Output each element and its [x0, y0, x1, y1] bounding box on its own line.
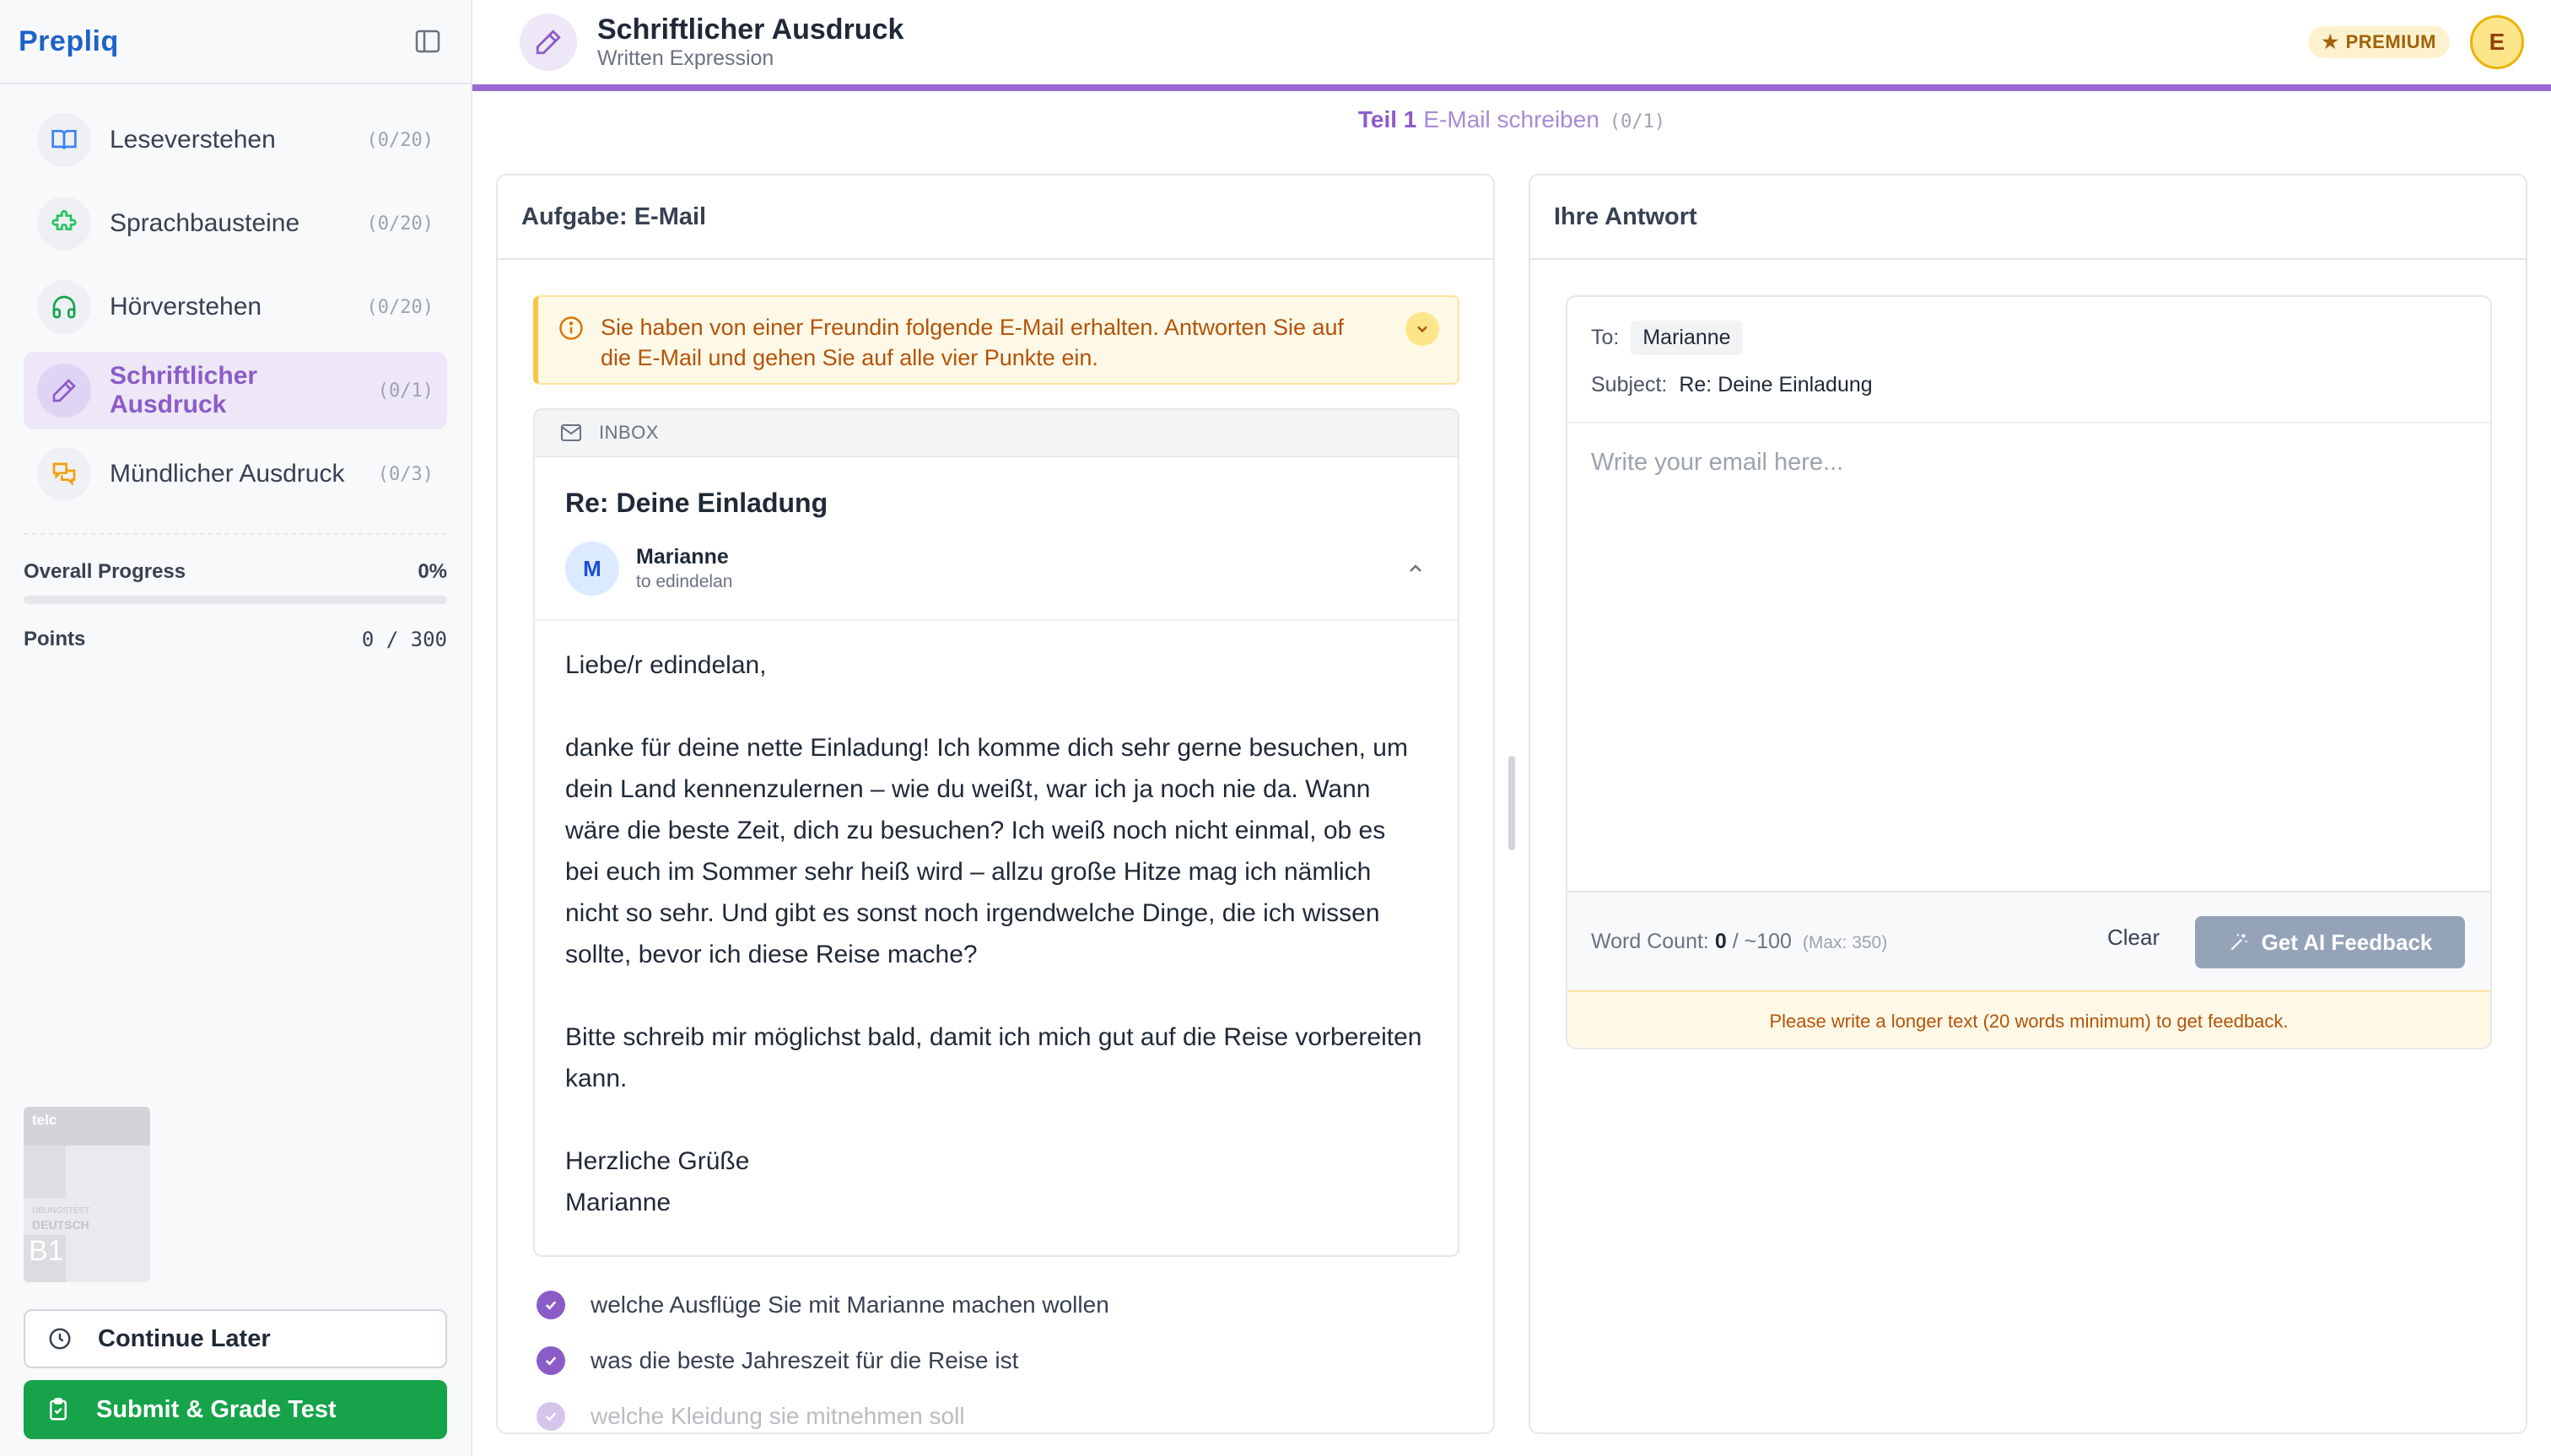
puzzle-icon	[37, 197, 91, 251]
word-count	[1591, 930, 1887, 954]
book-subtitle: ÜBUNGSTEST	[32, 1206, 90, 1216]
book-language: DEUTSCH	[32, 1218, 89, 1232]
sidebar-item-label: Hörverstehen	[110, 293, 262, 321]
sidebar-panel-icon	[415, 30, 440, 53]
continue-later-label: Continue Later	[98, 1324, 271, 1352]
sidebar-item-label: Schriftlicher Ausdruck	[110, 362, 258, 418]
email-sender-row	[565, 542, 732, 596]
subject-value: Re: Deine Einladung	[1679, 373, 1873, 396]
clear-button[interactable]: Clear	[2107, 925, 2160, 950]
sidebar	[0, 0, 472, 1456]
brand-logo[interactable]: Prepliq	[19, 24, 119, 57]
sidebar-item-hoerverstehen[interactable]	[24, 268, 447, 346]
sidebar-item-sprachbausteine[interactable]	[24, 185, 447, 262]
email-closing: Herzliche Grüße	[565, 1147, 750, 1175]
task-point-text: welche Ausflüge Sie mit Marianne machen wollen	[591, 1292, 1109, 1318]
subject-label: Subject:	[1591, 373, 1668, 396]
email-compose	[1566, 295, 2492, 1049]
magic-wand-icon	[2228, 931, 2250, 953]
overall-progress-label: Overall Progress	[24, 560, 186, 583]
inbox-bar	[535, 410, 1458, 457]
book-brand: telc	[24, 1107, 150, 1146]
continue-later-button[interactable]	[24, 1309, 447, 1368]
sender-name: Marianne	[636, 545, 729, 569]
star-icon: ★	[2322, 31, 2339, 52]
mail-icon	[560, 423, 582, 442]
part-count: (0/1)	[1609, 111, 1666, 132]
task-instruction-box	[533, 295, 1459, 385]
premium-badge	[2308, 26, 2450, 58]
page-header	[472, 0, 2551, 84]
word-count-max: (Max: 350)	[1802, 932, 1888, 952]
email-paragraph: danke für deine nette Einladung! Ich komme dich sehr gerne besuchen, um dein Land kennenzulernen – wie du weißt, war ich ja noch nie da. Wann wäre die beste Zeit, dich zu besuchen? Ich weiß noch nicht einmal, ob es bei euch im Sommer sehr heiß wird – allzu große Hitze mag ich nämlich nicht so sehr. Und gibt es sonst noch irgendwelche Dinge, die ich wissen sollte, bevor ich diese Reise mache?	[565, 734, 1408, 968]
brand-row	[0, 0, 471, 84]
sidebar-item-count: (0/20)	[366, 296, 434, 318]
task-point	[537, 1333, 1109, 1389]
overall-progress-bar	[24, 596, 447, 604]
sidebar-toggle-button[interactable]	[413, 27, 442, 56]
feedback-warning: Please write a longer text (20 words minimum) to get feedback.	[1567, 990, 2490, 1049]
points-value: 0 / 300	[361, 628, 447, 651]
task-point	[537, 1389, 1109, 1434]
ai-feedback-label: Get AI Feedback	[2261, 929, 2433, 955]
clock-icon	[47, 1326, 73, 1351]
clipboard-check-icon	[46, 1397, 71, 1422]
premium-label: PREMIUM	[2345, 31, 2436, 52]
sidebar-item-count: (0/1)	[377, 380, 434, 402]
compose-subject-row	[1591, 373, 1873, 397]
panel-resize-handle[interactable]	[1508, 756, 1515, 850]
sidebar-item-count: (0/20)	[366, 129, 434, 151]
chevron-up-icon	[1405, 558, 1426, 579]
email-card	[533, 408, 1459, 1257]
inbox-label: INBOX	[599, 422, 659, 443]
email-body	[565, 644, 1426, 1223]
email-answer-textarea[interactable]	[1567, 423, 2490, 891]
submit-grade-label: Submit & Grade Test	[96, 1395, 337, 1423]
sidebar-item-count: (0/3)	[377, 463, 434, 485]
section-accent-bar	[472, 84, 2551, 91]
recipient-chip: Marianne	[1631, 321, 1742, 355]
word-count-label: Word Count:	[1591, 929, 1709, 953]
chat-bubbles-icon	[37, 447, 91, 501]
sidebar-item-label: Leseverstehen	[110, 126, 276, 154]
user-avatar[interactable]: E	[2470, 15, 2524, 69]
get-ai-feedback-button[interactable]	[2195, 916, 2465, 968]
compose-to-row	[1591, 321, 1743, 355]
sidebar-item-schriftlicher-ausdruck[interactable]	[24, 352, 447, 429]
progress-block	[0, 535, 471, 651]
book-level: B1	[24, 1235, 66, 1282]
pencil-icon	[37, 364, 91, 418]
part-indicator	[472, 106, 2551, 133]
email-subject: Re: Deine Einladung	[565, 488, 828, 518]
sidebar-item-muendlicher-ausdruck[interactable]	[24, 435, 447, 513]
sidebar-item-label: Sprachbausteine	[110, 209, 300, 237]
check-circle-icon	[537, 1402, 565, 1431]
word-count-target: / ~100	[1732, 929, 1792, 953]
part-number: Teil 1	[1357, 106, 1417, 132]
answer-panel-heading: Ihre Antwort	[1530, 175, 2526, 260]
word-count-value: 0	[1714, 929, 1727, 953]
part-name: E-Mail schreiben	[1423, 106, 1599, 132]
book-cover-image	[24, 1107, 150, 1282]
chevron-down-icon	[1414, 321, 1431, 337]
submit-grade-button[interactable]	[24, 1380, 447, 1439]
headphones-icon	[37, 280, 91, 334]
email-paragraph: Bitte schreib mir möglichst bald, damit ich mich gut auf die Reise vorbereiten kann.	[565, 1023, 1422, 1092]
points-label: Points	[24, 628, 86, 650]
email-greeting: Liebe/r edindelan,	[565, 651, 767, 679]
task-panel-heading: Aufgabe: E-Mail	[498, 175, 1493, 260]
check-circle-icon	[537, 1346, 565, 1375]
pencil-icon	[520, 13, 577, 71]
overall-progress-value: 0%	[418, 560, 447, 583]
email-signature: Marianne	[565, 1189, 671, 1216]
task-point	[537, 1277, 1109, 1333]
sidebar-item-leseverstehen[interactable]	[24, 101, 447, 179]
compose-footer	[1567, 891, 2490, 990]
book-open-icon	[37, 113, 91, 167]
page-subtitle: Written Expression	[597, 46, 774, 70]
to-label: To:	[1591, 326, 1620, 349]
task-panel	[496, 174, 1495, 1434]
recipient-line: to edindelan	[636, 572, 733, 591]
sender-avatar: M	[565, 542, 619, 596]
sidebar-item-count: (0/20)	[366, 213, 434, 235]
page-title: Schriftlicher Ausdruck	[597, 13, 904, 46]
info-icon	[558, 315, 584, 341]
instruction-collapse-button[interactable]	[1405, 312, 1439, 346]
task-point-text: was die beste Jahreszeit für die Reise ist	[591, 1347, 1019, 1373]
section-nav	[0, 84, 471, 513]
answer-panel	[1529, 174, 2527, 1434]
task-instruction-text: Sie haben von einer Freundin folgende E-Mail erhalten. Antworten Sie auf die E-Mail und gehen Sie auf alle vier Punkte ein.	[601, 315, 1345, 370]
task-points-list	[537, 1277, 1109, 1434]
check-circle-icon	[537, 1291, 565, 1319]
email-collapse-button[interactable]	[1402, 555, 1429, 582]
sidebar-item-label: Mündlicher Ausdruck	[110, 460, 345, 488]
task-point-text: welche Kleidung sie mitnehmen soll	[591, 1403, 965, 1429]
